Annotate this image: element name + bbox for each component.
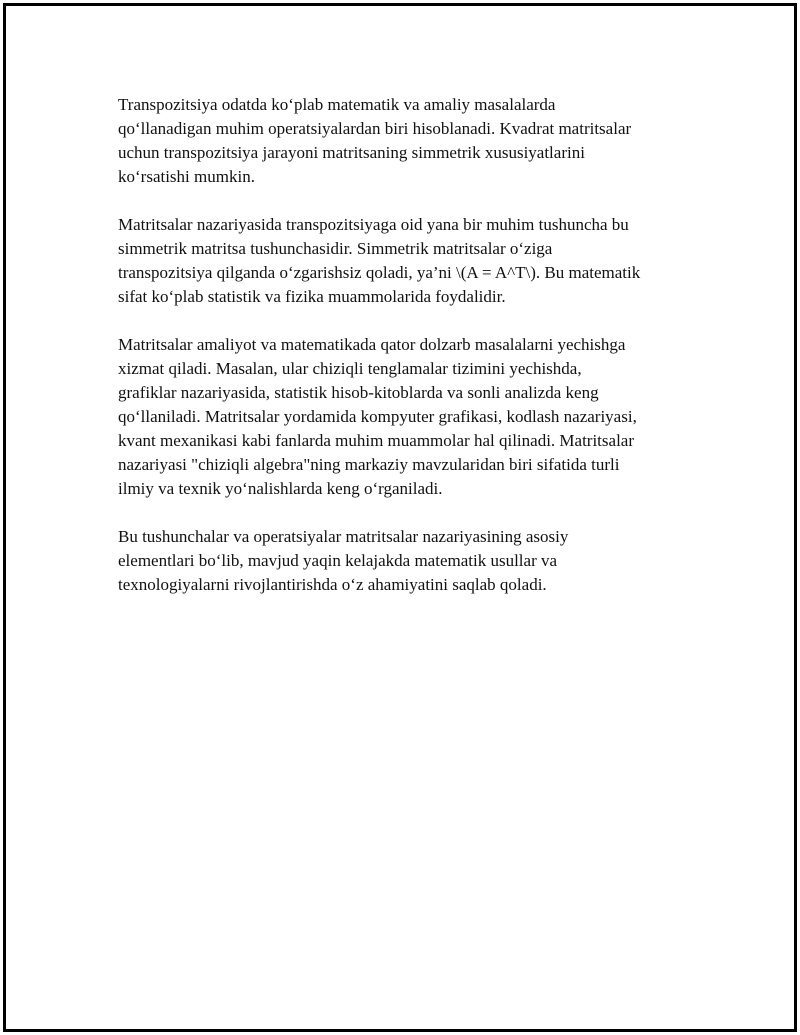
- text-line: qo‘llaniladi. Matritsalar yordamida kompyuter grafikasi, kodlash nazariyasi,: [118, 407, 637, 426]
- text-line: ko‘rsatishi mumkin.: [118, 167, 255, 186]
- text-line: Transpozitsiya odatda ko‘plab matematik va amaliy masalalarda: [118, 95, 556, 114]
- text-line: texnologiyalarni rivojlantirishda o‘z ahamiyatini saqlab qoladi.: [118, 575, 547, 594]
- document-body: [118, 93, 693, 621]
- text-line: Matritsalar amaliyot va matematikada qator dolzarb masalalarni yechishga: [118, 335, 626, 354]
- text-line: Matritsalar nazariyasida transpozitsiyaga oid yana bir muhim tushuncha bu: [118, 215, 629, 234]
- text-line: elementlari bo‘lib, mavjud yaqin kelajakda matematik usullar va: [118, 551, 558, 570]
- paragraph-matrix-applications: [118, 333, 693, 501]
- text-line: grafiklar nazariyasida, statistik hisob-kitoblarda va sonli analizda keng: [118, 383, 599, 402]
- text-line: xizmat qiladi. Masalan, ular chiziqli tenglamalar tizimini yechishda,: [118, 359, 582, 378]
- text-line: simmetrik matritsa tushunchasidir. Simmetrik matritsalar o‘ziga: [118, 239, 553, 258]
- paragraph-conclusion: [118, 525, 693, 597]
- text-line: nazariyasi "chiziqli algebra"ning markaziy mavzularidan biri sifatida turli: [118, 455, 620, 474]
- text-line: ilmiy va texnik yo‘nalishlarda keng o‘rganiladi.: [118, 479, 443, 498]
- text-line: transpozitsiya qilganda o‘zgarishsiz qoladi, ya’ni \(A = A^T\). Bu matematik: [118, 263, 641, 282]
- text-line: Bu tushunchalar va operatsiyalar matritsalar nazariyasining asosiy: [118, 527, 569, 546]
- text-line: uchun transpozitsiya jarayoni matritsaning simmetrik xususiyatlarini: [118, 143, 585, 162]
- text-line: kvant mexanikasi kabi fanlarda muhim muammolar hal qilinadi. Matritsalar: [118, 431, 634, 450]
- paragraph-symmetric-matrix: [118, 213, 693, 309]
- paragraph-transposition-intro: [118, 93, 693, 189]
- text-line: qo‘llanadigan muhim operatsiyalardan biri hisoblanadi. Kvadrat matritsalar: [118, 119, 632, 138]
- text-line: sifat ko‘plab statistik va fizika muammolarida foydalidir.: [118, 287, 506, 306]
